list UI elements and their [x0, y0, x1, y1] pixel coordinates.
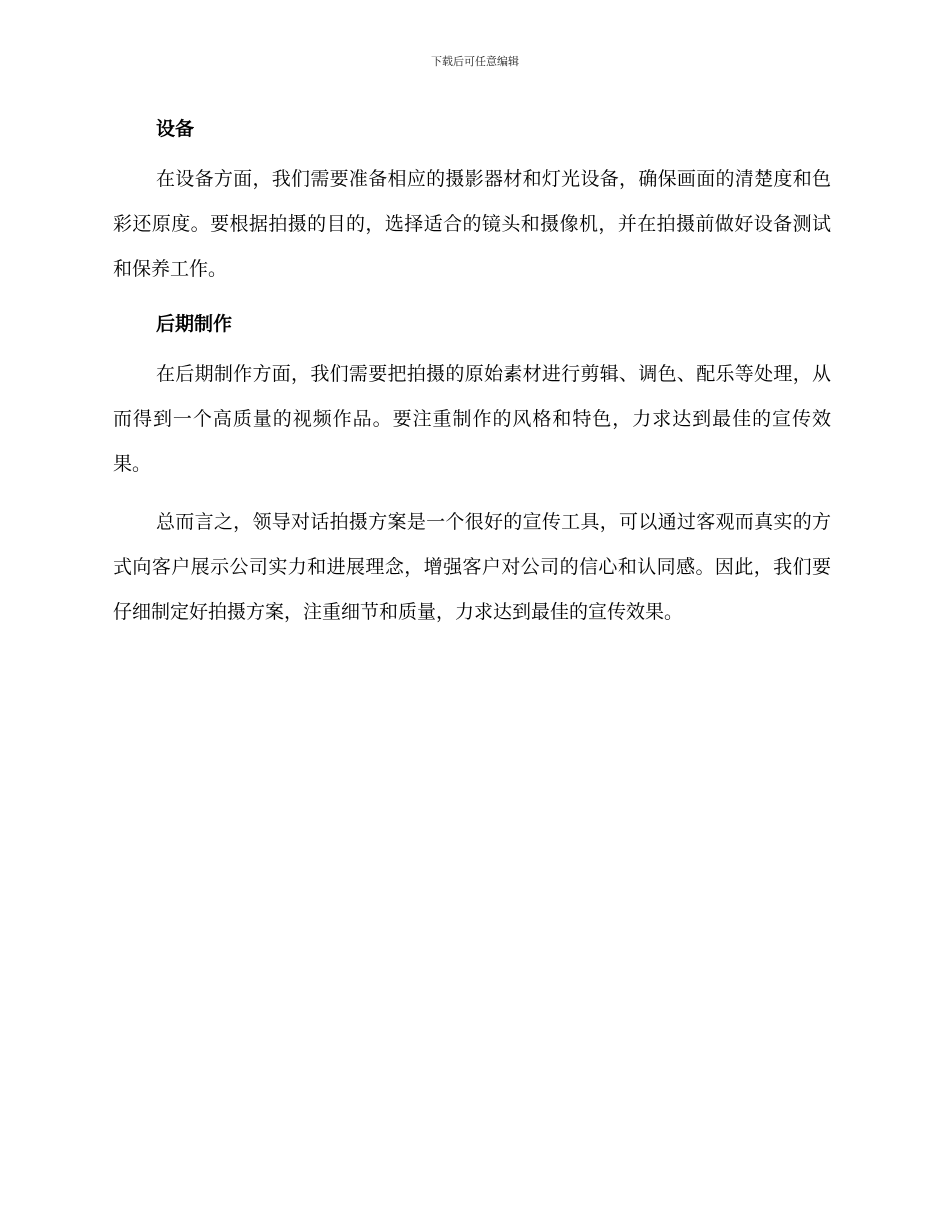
paragraph-conclusion: 总而言之，领导对话拍摄方案是一个很好的宣传工具，可以通过客观而真实的方式向客户展示公司实力和进展理念，增强客户对公司的信心和认同感。因此，我们要仔细制定好拍摄方案，注重细节和质量，力求达到最佳的宣传效果。: [113, 511, 831, 623]
paragraph-post-production: 在后期制作方面，我们需要把拍摄的原始素材进行剪辑、调色、配乐等处理，从而得到一个高质量的视频作品。要注重制作的风格和特色，力求达到最佳的宣传效果。: [113, 363, 831, 475]
document-body: [113, 112, 831, 635]
paragraph-equipment: 在设备方面，我们需要准备相应的摄影器材和灯光设备，确保画面的清楚度和色彩还原度。要根据拍摄的目的，选择适合的镜头和摄像机，并在拍摄前做好设备测试和保养工作。: [113, 168, 831, 280]
section-heading-post-production: 后期制作: [156, 313, 233, 335]
section-heading-equipment: 设备: [156, 118, 195, 140]
page-header: 下载后可任意编辑: [431, 55, 519, 68]
